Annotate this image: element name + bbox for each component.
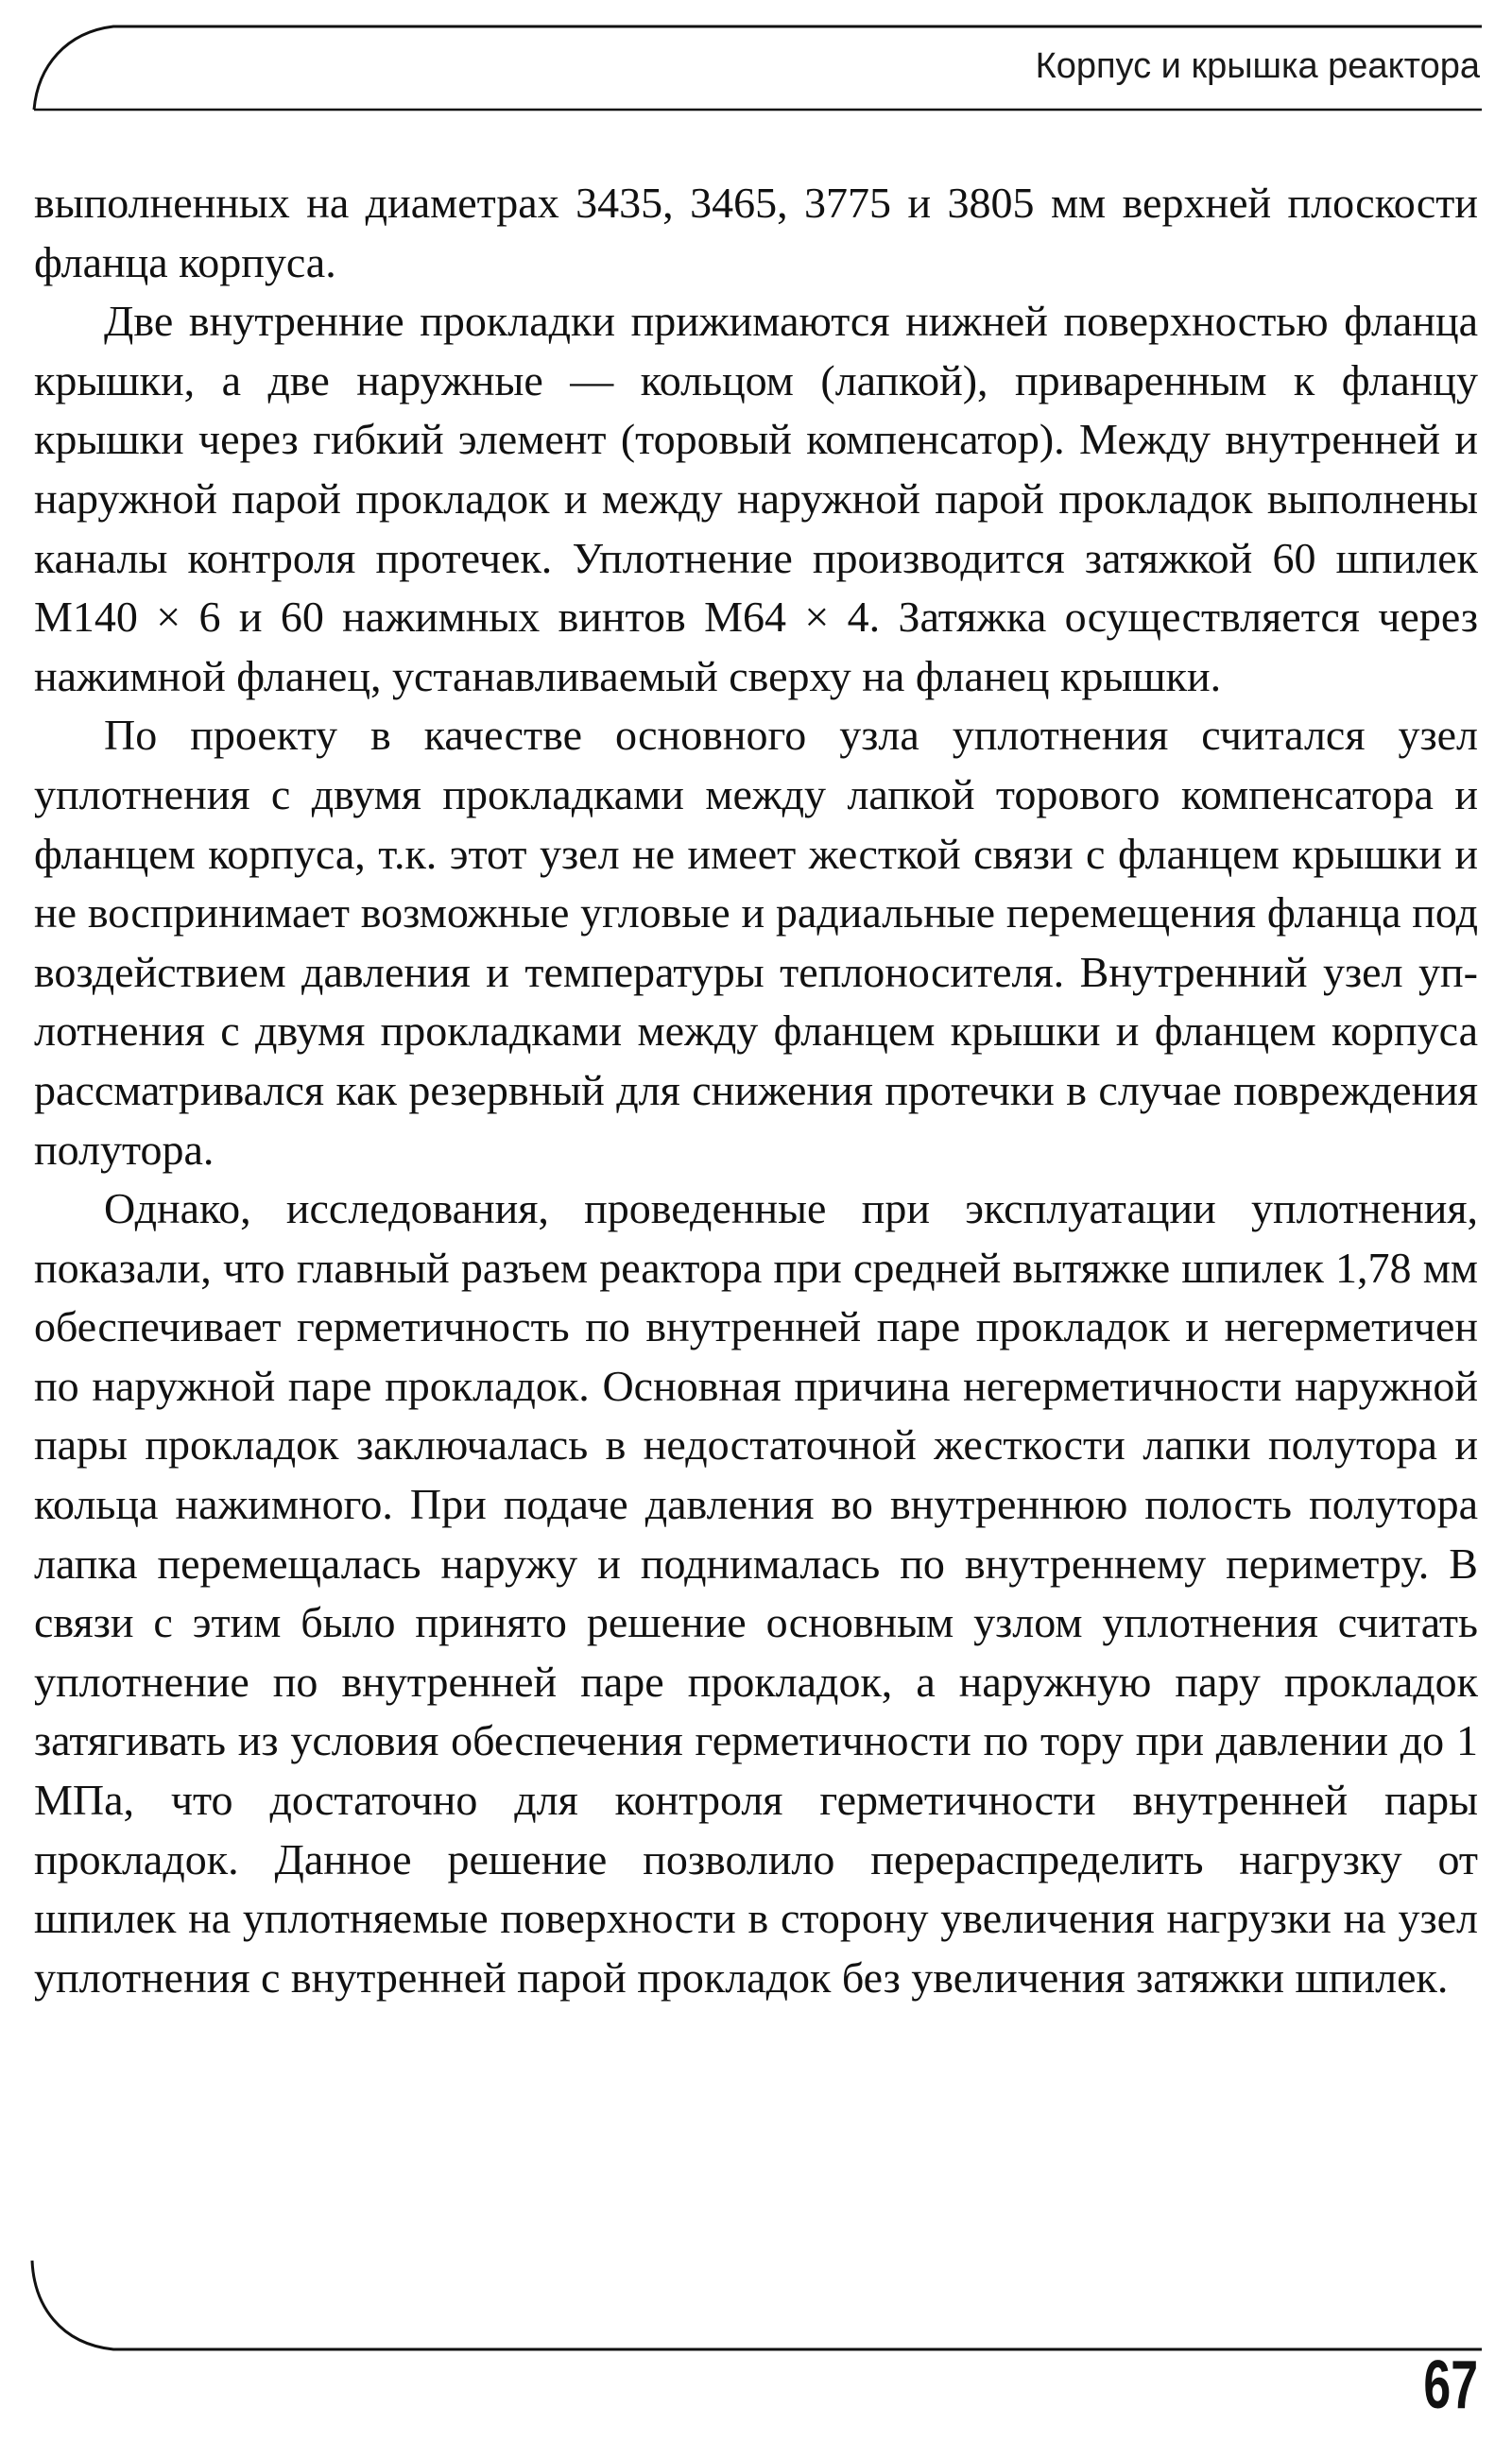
paragraph-4: Однако, исследования, проведенные при эксплуатации уплотнения, показали, что главный разъем реактора при средней вытяжке шпилек 1,78 мм обеспечивает герметичность по внутренней паре прокладок и негерметичен по наружной паре прокладок. Основная причина негерметичности наружной пары прокладок заключалась в недостаточной жесткости лапки полутора и кольца нажимного. При подаче давления во внутреннюю полость полутора лапка перемещалась наружу и поднималась по внутреннему периметру. В связи с этим было принято решение основным узлом уплотнения считать уплотнение по внутренней паре прокладок, а наружную пару прокладок затягивать из условия обеспечения герметичности по тору при давлении до 1 МПа, что достаточно для контроля герметичности внутренней пары прокладок. Данное решение позволило перераспределить нагрузку от шпилек на уплотняемые поверхности в сторону увеличения нагрузки на узел уплотнения с внутренней парой прокладок без увеличения затяжки шпилек. bbox=[34, 1184, 1478, 2002]
page-number: 67 bbox=[1423, 2347, 1478, 2423]
body-text bbox=[34, 174, 1478, 2007]
paragraph-3: По проекту в качестве основного узла уплотнения считался узел уплотнения с двумя прокладками между лапкой торового компенсатора и фланцем корпуса, т.к. этот узел не имеет жесткой связи с фланцем крышки и не воспринимает возможные угловые и радиальные перемещения фланца под воздействием давления и температуры теплоносителя. Внутренний узел уплотнения с двумя прокладками между фланцем крышки и фланцем корпуса рассматривался как резервный для снижения протечки в случае повреждения полутора. bbox=[34, 711, 1478, 1174]
paragraph-2: Две внутренние прокладки прижимаются нижней поверхностью фланца крышки, а две наружные — кольцом (лапкой), приваренным к фланцу крышки через гибкий элемент (торовый компенсатор). Между внутренней и наружной парой прокладок и между наружной парой прокладок выполнены каналы контроля протечек. Уплотнение производится затяжкой 60 шпилек М140 × 6 и 60 нажимных винтов М64 × 4. Затяжка осуществляется через нажимной фланец, устанавливаемый сверху на фланец крышки. bbox=[34, 297, 1478, 700]
running-header-title: Корпус и крышка реактора bbox=[1035, 46, 1480, 86]
paragraph-1: выполненных на диаметрах 3435, 3465, 3775 и 3805 мм верхней плоскости фланца корпуса. bbox=[34, 179, 1478, 286]
